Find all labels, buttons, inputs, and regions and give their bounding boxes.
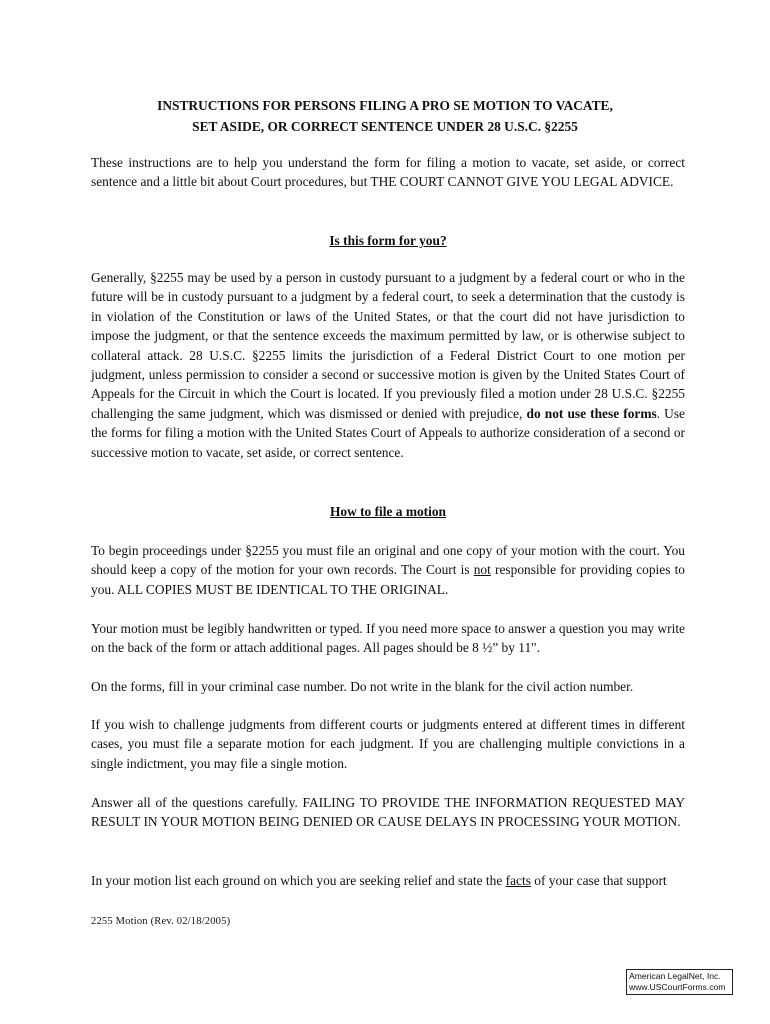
publisher-stamp <box>626 969 733 995</box>
publisher-url: www.USCourtForms.com <box>629 982 726 992</box>
page-title <box>60 95 710 137</box>
form-revision-footer: 2255 Motion (Rev. 02/18/2005) <box>91 916 231 927</box>
grounds-paragraph <box>91 871 685 890</box>
intro-paragraph: These instructions are to help you understand the form for filing a motion to vacate, set aside, or correct sentence and a little bit about Court procedures, but THE COURT CANNOT GIVE YOU LEGAL ADVICE. <box>91 155 685 190</box>
grounds-text: In your motion list each ground on which you are seeking relief and state the <box>91 873 506 888</box>
grounds-text-end: of your case that support <box>530 873 667 888</box>
publisher-name: American LegalNet, Inc. <box>629 971 721 981</box>
multiple-judgments-paragraph: If you wish to challenge judgments from different courts or judgments entered at different times in different cases, you must file a separate motion for each judgment. If you are challenging multiple convictions in a single indictment, you may file a single motion. <box>91 717 685 771</box>
not-emphasis: not <box>473 562 491 578</box>
facts-emphasis: facts <box>505 873 531 888</box>
do-not-use-warning: do not use these forms <box>526 405 657 421</box>
section-heading-how-to-file: How to file a motion <box>329 504 447 519</box>
filing-copies-text-end: responsible for providing copies to you. ALL COPIES MUST BE IDENTICAL TO THE ORIGINAL. <box>91 562 685 597</box>
title-line-2: SET ASIDE, OR CORRECT SENTENCE UNDER 28 U.S.C. §2255 <box>192 119 578 134</box>
title-line-1: INSTRUCTIONS FOR PERSONS FILING A PRO SE MOTION TO VACATE, <box>157 98 613 113</box>
eligibility-text: Generally, §2255 may be used by a person in custody pursuant to a judgment by a federal court or who in the future will be in custody pursuant to a judgment by a federal court, to seek a determination that the custody is in violation of the Constitution or laws of the United States, or that the court did not have jurisdiction to impose the judgment, or that the sentence exceeds the maximum permitted by law, or is otherwise subject to collateral attack. 28 U.S.C. §2255 limits the jurisdiction of a Federal District Court to one motion per judgment, unless permission to consider a second or successive motion is given by the United States Court of Appeals for the Circuit in which the Court is located. If you previously filed a motion under 28 U.S.C. §2255 challenging the same judgment, which was dismissed or denied with prejudice, <box>91 270 685 421</box>
eligibility-paragraph <box>91 268 685 462</box>
filing-copies-text: To begin proceedings under §2255 you must file an original and one copy of your motion with the court. You should keep a copy of the motion for your own records. The Court is <box>91 543 685 578</box>
case-number-paragraph: On the forms, fill in your criminal case number. Do not write in the blank for the civil action number. <box>91 679 634 694</box>
answer-carefully-paragraph: Answer all of the questions carefully. FAILING TO PROVIDE THE INFORMATION REQUESTED MAY RESULT IN YOUR MOTION BEING DENIED OR CAUSE DELAYS IN PROCESSING YOUR MOTION. <box>91 795 685 830</box>
section-heading-is-this-form-for-you: Is this form for you? <box>329 233 447 248</box>
legibility-paragraph: Your motion must be legibly handwritten or typed. If you need more space to answer a question you may write on the back of the form or attach additional pages. All pages should be 8 ½” by 11". <box>91 621 685 656</box>
filing-copies-paragraph <box>91 541 685 599</box>
eligibility-text-end: . Use the forms for filing a motion with the United States Court of Appeals to authorize consideration of a second or successive motion to vacate, set aside, or correct sentence. <box>91 405 685 460</box>
